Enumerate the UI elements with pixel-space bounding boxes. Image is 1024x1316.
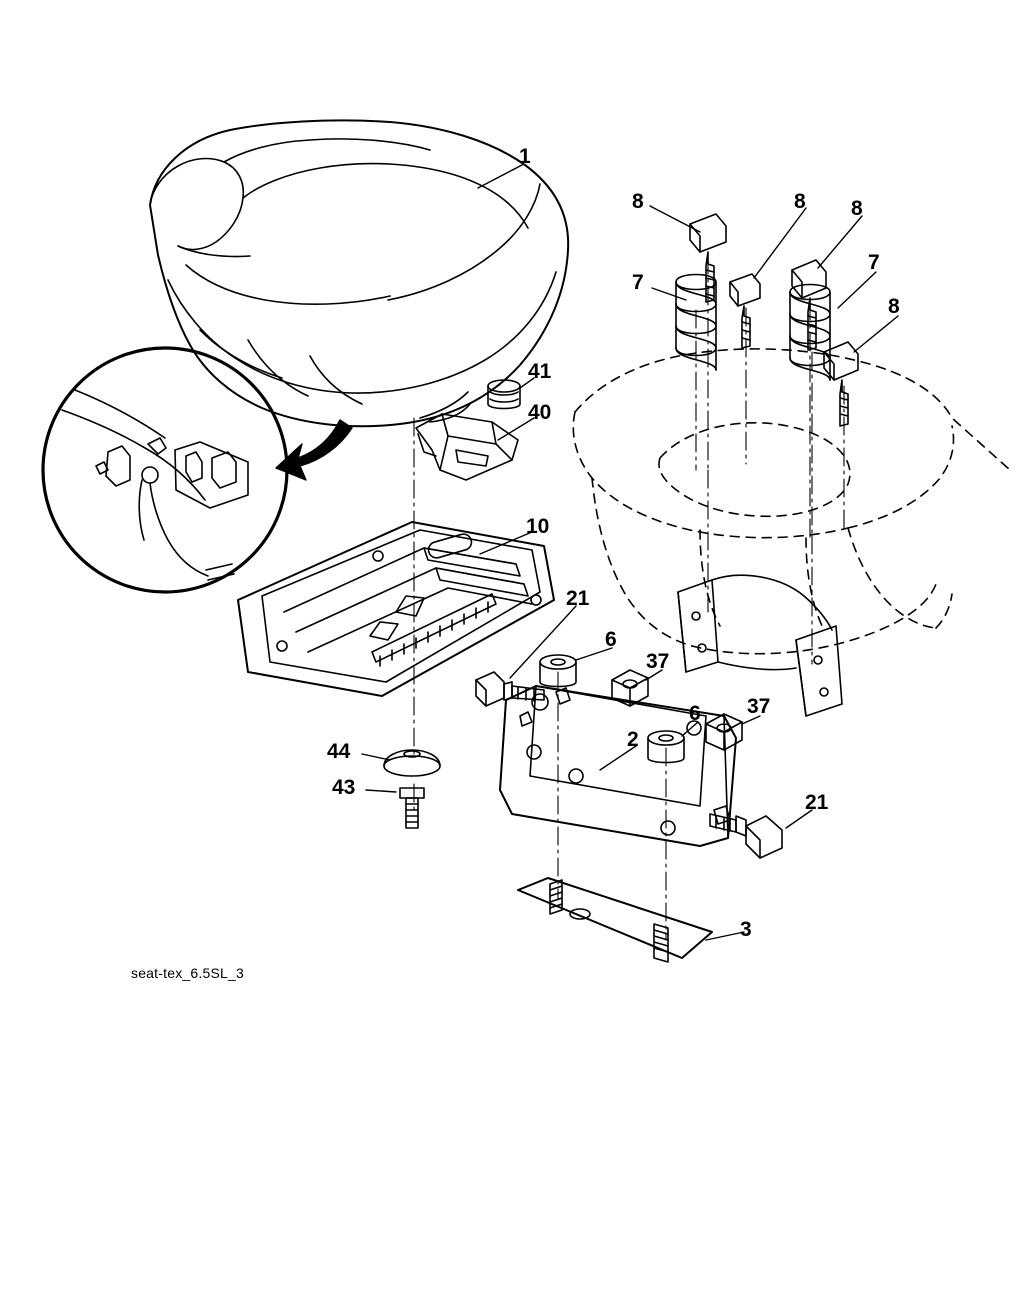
assembly-axis-lines <box>414 256 844 940</box>
part-seat-pan <box>238 522 554 696</box>
callout-44: 44 <box>327 740 351 763</box>
callout-8-a: 8 <box>632 190 644 213</box>
part-nut-37a <box>612 670 648 706</box>
callout-6-b: 6 <box>689 702 701 725</box>
callout-8-b: 8 <box>794 190 806 213</box>
callout-8-d: 8 <box>888 295 900 318</box>
callout-10: 10 <box>526 515 550 538</box>
callout-3: 3 <box>740 918 752 941</box>
callout-7-a: 7 <box>632 271 644 294</box>
detail-inset-circle <box>43 348 287 592</box>
callout-37-b: 37 <box>747 695 771 718</box>
part-washer <box>384 750 440 776</box>
callout-2: 2 <box>627 728 639 751</box>
part-screw-8c <box>792 260 826 350</box>
callout-43: 43 <box>332 776 356 799</box>
callout-1: 1 <box>519 145 531 168</box>
callout-6-a: 6 <box>605 628 617 651</box>
callout-21-a: 21 <box>566 587 590 610</box>
detail-arrow <box>276 420 352 480</box>
callout-8-c: 8 <box>851 197 863 220</box>
part-screw-8b <box>730 274 760 348</box>
callout-37-a: 37 <box>646 650 670 673</box>
part-grommet <box>488 380 520 409</box>
callout-21-b: 21 <box>805 791 829 814</box>
part-clip <box>416 414 518 480</box>
part-screw-43 <box>400 788 424 828</box>
part-plate <box>518 878 712 962</box>
callout-40: 40 <box>528 401 552 424</box>
chassis-outline <box>573 349 1010 654</box>
callout-41: 41 <box>528 360 552 383</box>
part-bolt-21-right <box>710 814 782 858</box>
callout-leaders <box>362 165 898 940</box>
callout-7-b: 7 <box>868 251 880 274</box>
figure-code: seat-tex_6.5SL_3 <box>131 965 244 981</box>
